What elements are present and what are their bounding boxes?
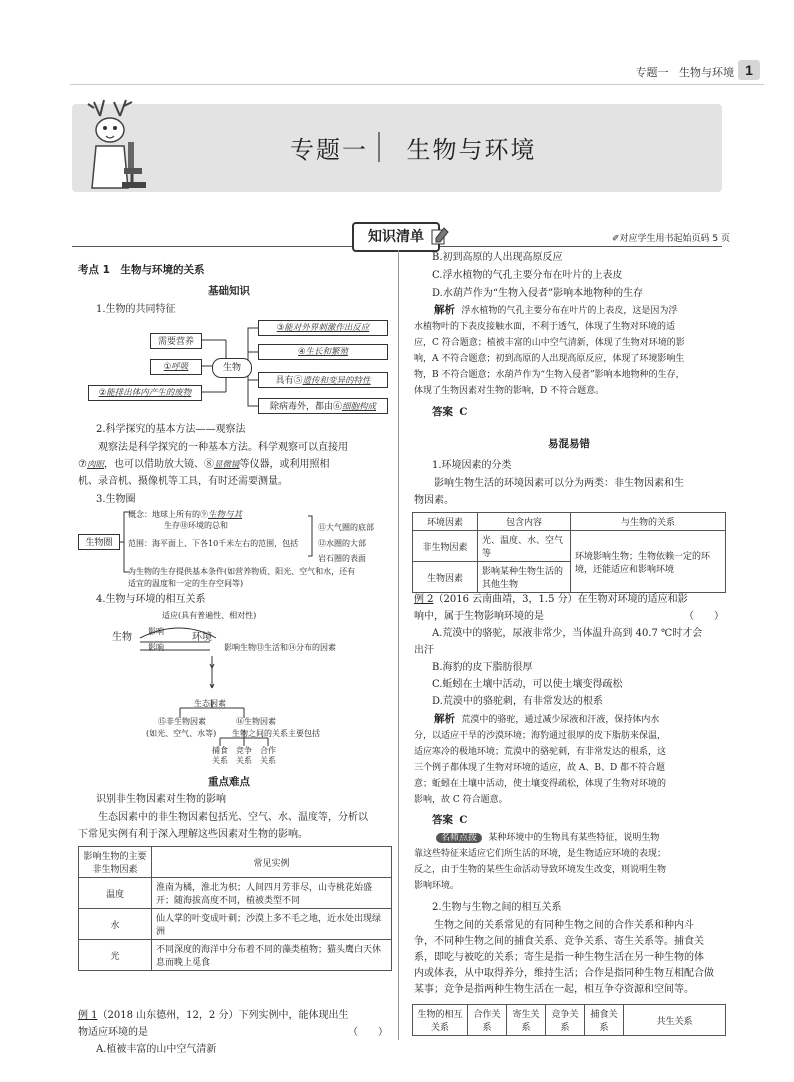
- page-reference-text: 对应学生用书起始页码 5 页: [619, 234, 730, 244]
- para-observe-mid: ，也可以借助放大镜、⑧: [103, 459, 214, 470]
- table1-h2: 常见实例: [152, 847, 392, 878]
- example-1-line2: [78, 1025, 388, 1041]
- fig4-abiotic: ⑮非生物因素: [158, 717, 206, 726]
- table1-factor-2: 水: [79, 909, 152, 940]
- example-1-stem: （2018 山东德州，12，2 分）下列实例中，能体现出生: [97, 1010, 349, 1021]
- table3-c2: 合作关系: [468, 1005, 507, 1036]
- table3-c4: 竞争关系: [546, 1005, 585, 1036]
- table2-h2: 包含内容: [478, 513, 571, 531]
- pencil-note-icon: [430, 226, 450, 248]
- table2-h1: 环境因素: [413, 513, 478, 531]
- page-reference: ✐对应学生用书起始页码 5 页: [612, 234, 730, 244]
- subheading-4: 4.生物与环境的相互关系: [96, 594, 206, 605]
- page-number: 1: [738, 60, 760, 80]
- fig1-left-2: [150, 359, 202, 375]
- confusion-para-3: [414, 918, 726, 998]
- explanation-1-line: [414, 302, 726, 319]
- key-subheading: 识别非生物因素对生物的影响: [96, 794, 226, 805]
- confusion-para-3-0: 生物之间的关系常见的有同种生物之间的合作关系和种内斗: [434, 920, 694, 931]
- chapter-title-left: 专题一: [290, 136, 368, 164]
- key-para-2: 下常见实例有利于深入理解这些因素对生物的影响。: [78, 829, 308, 840]
- teacher-tip: [414, 830, 726, 894]
- example-2-option-a: A.荒漠中的骆驼，尿液非常少，当体温升高到 40.7 ℃时才会: [432, 628, 703, 639]
- table-row: [79, 909, 392, 940]
- fig1-right-2-text: ④生长和繁殖: [297, 347, 349, 357]
- fig1-right-3b: 遗传和变异的特性: [302, 376, 371, 386]
- para-observe-1: 观察法是科学探究的一种基本方法。科学观察可以直接用: [98, 442, 348, 453]
- header-rule: [70, 84, 764, 85]
- blank-8: 显微镜: [213, 460, 240, 470]
- fig4-factors: 影响生物⑬生活和⑭分布的因素: [224, 643, 336, 652]
- fig4-rel-3: 合作关系: [260, 746, 276, 765]
- fig1-right-1-text: ③能对外界刺激作出反应: [276, 323, 370, 333]
- confusion-sub-2: 2.生物与生物之间的相互关系: [432, 902, 562, 913]
- explanation-1-text-0: 浮水植物的气孔主要分布在叶片的上表皮，这是因为浮: [461, 306, 678, 316]
- fig4-eco: 生态因素: [194, 699, 226, 708]
- table3-c5: 捕食关系: [585, 1005, 624, 1036]
- fig3-concept: [128, 508, 242, 520]
- example-2: [414, 592, 726, 608]
- fig3-range-3: 岩石圈的表面: [318, 554, 366, 563]
- key-heading: 重点难点: [208, 776, 250, 788]
- table3-c3: 寄生关系: [507, 1005, 546, 1036]
- confusion-para-3-3: 内或体表，从中取得养分，维持生活；合作是指同种生物互相配合做: [414, 968, 714, 979]
- explanation-2-text-1: 分，以适应干旱的沙漠环境；海豹通过很厚的皮下脂肪来保温，: [414, 731, 667, 741]
- header-topic: 生物与环境: [679, 66, 734, 79]
- fig1-left-2-text: ①呼吸: [163, 362, 189, 372]
- table1-h1: 影响生物的主要非生物因素: [79, 847, 152, 878]
- fig1-left-3-text: ②能排出体内产生的废物: [98, 388, 192, 398]
- fig1-left-3: [88, 385, 202, 401]
- table3-c1: 生物的相互关系: [413, 1005, 468, 1036]
- explanation-2-text-0: 荒漠中的骆驼，通过减少尿液和汗液，保持体内水: [461, 715, 660, 725]
- table2-r2-c1: 生物因素: [413, 562, 478, 593]
- confusion-heading: 易混易错: [548, 438, 590, 450]
- table1-factor-1: 温度: [79, 878, 152, 909]
- factor-table: [412, 512, 726, 593]
- confusion-para-3-4: 某事；竞争是指两种生物生活在一起，相互争夺资源和空间等。: [414, 984, 694, 995]
- fig1-right-4b: 细胞构成: [342, 402, 377, 412]
- fig3-concept-text: 概念：地球上所有的⑨: [128, 510, 208, 519]
- para-observe-2: [78, 457, 398, 473]
- example-2-option-c: C.蚯蚓在土壤中活动，可以使土壤变得疏松: [432, 679, 623, 690]
- table-row: [413, 531, 726, 562]
- example-1-stem-2: 物适应环境的是: [78, 1027, 148, 1038]
- table2-r1-c2: 光、温度、水、空气等: [478, 531, 571, 562]
- explanation-2-text-3: 三个例子都体现了生物对环境的适应，故 A、B、D 都不符合题: [414, 763, 666, 773]
- fig3-concept2: 生存⑩环境的总和: [164, 521, 228, 530]
- fig4-lines: [100, 618, 360, 766]
- fig1-right-2: [258, 344, 388, 360]
- confusion-para-3-1: 争，不同种生物之间的捕食关系、竞争关系、寄生关系等。捕食关: [414, 936, 704, 947]
- explanation-2-text-5: 影响，故 C 符合题意。: [414, 795, 508, 805]
- answer-1: [432, 404, 467, 421]
- subheading-3: 3.生物圈: [96, 494, 136, 505]
- table-row: [79, 878, 392, 909]
- explanation-1-text-4: 物，B 不符合题意；水葫芦作为“生物入侵者”影响本地物种的生存，: [414, 370, 685, 380]
- fig1-right-3a: 具有⑤: [275, 376, 303, 386]
- fig3-range-1: ⑪大气圈的底部: [318, 523, 374, 532]
- explanation-2-text-4: 意；蚯蚓在土壤中活动，使土壤变得疏松，体现了生物对环境的: [414, 779, 667, 789]
- fig4-affect-1: 影响: [148, 627, 164, 636]
- fig1-right-1: [258, 320, 388, 336]
- answer-label: 答案: [432, 406, 453, 418]
- explanation-1-text-3: 响，A 不符合题意；初到高原的人出现高原反应，体现了环境影响生: [414, 354, 685, 364]
- answer-2-label: 答案: [432, 814, 453, 826]
- table2-r1-c1: 非生物因素: [413, 531, 478, 562]
- table2-r2-c2: 影响某种生物生活的其他生物: [478, 562, 571, 593]
- example-1-option-b: B.初到高原的人出现高原反应: [432, 252, 563, 263]
- abiotic-table: [78, 846, 392, 971]
- example-1-option-c: C.浮水植物的气孔主要分布在叶片的上表皮: [432, 270, 623, 281]
- fig3-condition: 为生物的生存提供基本条件(如营养物质、阳光、空气和水，还有: [128, 567, 356, 576]
- teacher-tip-text-3: 影响环境。: [414, 881, 460, 891]
- fig3-root: 生物圈: [78, 534, 120, 550]
- fig1-right-4a: 除病毒外，都由⑥: [269, 402, 342, 412]
- example-2-option-b: B.海豹的皮下脂肪很厚: [432, 662, 533, 673]
- relations-table: [412, 1004, 726, 1036]
- example-2-stem-2: 响中，属于生物影响环境的是: [414, 611, 544, 622]
- example-2-option-a-2: 出汗: [414, 645, 434, 656]
- explanation-1-text-1: 水植物叶的下表皮接触水面，不利于透气，体现了生物对环境的适: [414, 322, 676, 332]
- teacher-tip-text-0: 某种环境中的生物具有某些特征，说明生物: [488, 833, 660, 843]
- blank-7-num: ⑦: [78, 459, 87, 470]
- explanation-1-text-2: 应，C 符合题意；植被丰富的山中空气清新，体现了生物对环境的影: [414, 338, 685, 348]
- fig1-left-1: 需要营养: [150, 333, 202, 349]
- example-1-option-d: D.水葫芦作为“生物入侵者”影响本地物种的生存: [432, 288, 644, 299]
- chapter-title-right: 生物与环境: [406, 136, 537, 164]
- fig1-center: 生物: [212, 358, 252, 378]
- key-para-1: 生态因素中的非生物因素包括光、空气、水、温度等，分析以: [98, 812, 368, 823]
- basic-heading: 基础知识: [208, 285, 250, 297]
- explanation-2-text-2: 适应寒冷的极地环境；荒漠中的骆驼刺，有非常发达的根系，这: [414, 747, 667, 757]
- table-row: [413, 1005, 726, 1036]
- answer-2-value: C: [459, 815, 468, 826]
- teacher-tip-line: [414, 830, 726, 846]
- explanation-1-text-5: 体现了生物因素对生物的影响，D 不符合题意。: [414, 386, 605, 396]
- fig4-organism: 生物: [112, 632, 132, 643]
- fig3-concept-fill: 生物与其: [208, 510, 243, 520]
- fig3-condition-2: 适宜的温度和一定的生存空间等): [128, 579, 244, 588]
- table-row: [79, 940, 392, 971]
- table1-factor-3: 光: [79, 940, 152, 971]
- fig4-rel-2: 竞争关系: [236, 746, 252, 765]
- answer-2: [432, 812, 467, 829]
- title-separator: [378, 132, 380, 162]
- example-2-option-d: D.荒漠中的骆驼刺，有非常发达的根系: [432, 696, 603, 707]
- fig4-environment: 环境: [192, 632, 212, 643]
- confusion-para-1: 影响生物生活的环境因素可以分为两类：非生物因素和生: [434, 478, 684, 489]
- explanation-2-label: 解析: [434, 713, 455, 725]
- example-1-option-a: A.植被丰富的山中空气清新: [96, 1044, 217, 1055]
- subheading-1: 1.生物的共同特征: [96, 304, 176, 315]
- fig3-range: 范围：海平面上、下各10千米左右的范围，包括: [128, 539, 299, 548]
- explanation-2: [414, 711, 726, 808]
- teacher-tip-text-2: 反之，由于生物的某些生命活动导致环境发生改变，则说明生物: [414, 865, 667, 875]
- example-2-stem: （2016 云南曲靖，3，1.5 分）在生物对环境的适应和影: [433, 594, 688, 605]
- subheading-2: 2.科学探究的基本方法——观察法: [96, 424, 246, 435]
- blank-7: 肉眼: [86, 460, 104, 470]
- table2-h3: 与生物的关系: [571, 513, 726, 531]
- fig3-range-2: ⑫水圈的大部: [318, 539, 366, 548]
- table3-c6: 共生关系: [624, 1005, 726, 1036]
- para-observe-post: 等仪器，或利用照相: [239, 459, 330, 470]
- example-1: [78, 1008, 396, 1024]
- table1-example-3: 不同深度的海洋中分布着不同的藻类植物；猫头鹰白天休息而晚上觅食: [152, 940, 392, 971]
- fig1-right-4: [258, 398, 388, 414]
- fig4-rel-1: 捕食关系: [212, 746, 228, 765]
- fig4-adapt: 适应(具有普遍性、相对性): [162, 611, 257, 620]
- chapter-title: [290, 130, 537, 165]
- explanation-2-line: [414, 711, 726, 728]
- deer-scientist-icon: [80, 96, 160, 196]
- teacher-tip-badge: 名师点拨: [436, 833, 482, 843]
- confusion-para-3-2: 系，即吃与被吃的关系；寄生是指一种生物生活在另一种生物的体: [414, 952, 704, 963]
- para-observe-3: 机、录音机、摄像机等工具，有时还需要测量。: [78, 476, 288, 487]
- example-2-line2: [414, 609, 724, 625]
- table1-example-1: 淮南为橘，淮北为枳；人间四月芳菲尽，山寺桃花始盛开；随海拔高度不同，植被类型不同: [152, 878, 392, 909]
- confusion-para-2: 物因素。: [414, 495, 454, 506]
- kp1-heading: 考点 1 生物与环境的关系: [78, 264, 205, 276]
- running-header: [636, 64, 735, 80]
- answer-value: C: [459, 407, 468, 418]
- example-1-label: 例 1: [78, 1010, 98, 1021]
- fig4-abiotic-2: (如光、空气、水等): [146, 729, 217, 738]
- table1-example-2: 仙人掌的叶变成叶刺；沙漠上多不毛之地，近水处出现绿洲: [152, 909, 392, 940]
- fig4-affect-2: 影响: [148, 643, 164, 652]
- example-2-paren: （ ）: [684, 611, 724, 622]
- confusion-sub-1: 1.环境因素的分类: [432, 460, 512, 471]
- explanation-1: [414, 302, 726, 399]
- example-1-paren: （ ）: [348, 1027, 388, 1038]
- fig4-biotic: ⑯生物因素: [236, 717, 276, 726]
- column-separator: [398, 250, 399, 1040]
- explanation-label: 解析: [434, 304, 455, 316]
- example-2-label: 例 2: [414, 594, 434, 605]
- teacher-tip-text-1: 靠这些特征来适应它们所生活的环境，是生物适应环境的表现；: [414, 849, 667, 859]
- fig1-right-3: [258, 372, 388, 388]
- fig4-biotic-2: 生物之间的关系主要包括: [232, 729, 320, 738]
- header-chapter: 专题一: [635, 66, 669, 79]
- section-label: 知识清单: [352, 222, 440, 252]
- table2-relationship: 环境影响生物；生物依赖一定的环境，还能适应和影响环境: [571, 531, 726, 593]
